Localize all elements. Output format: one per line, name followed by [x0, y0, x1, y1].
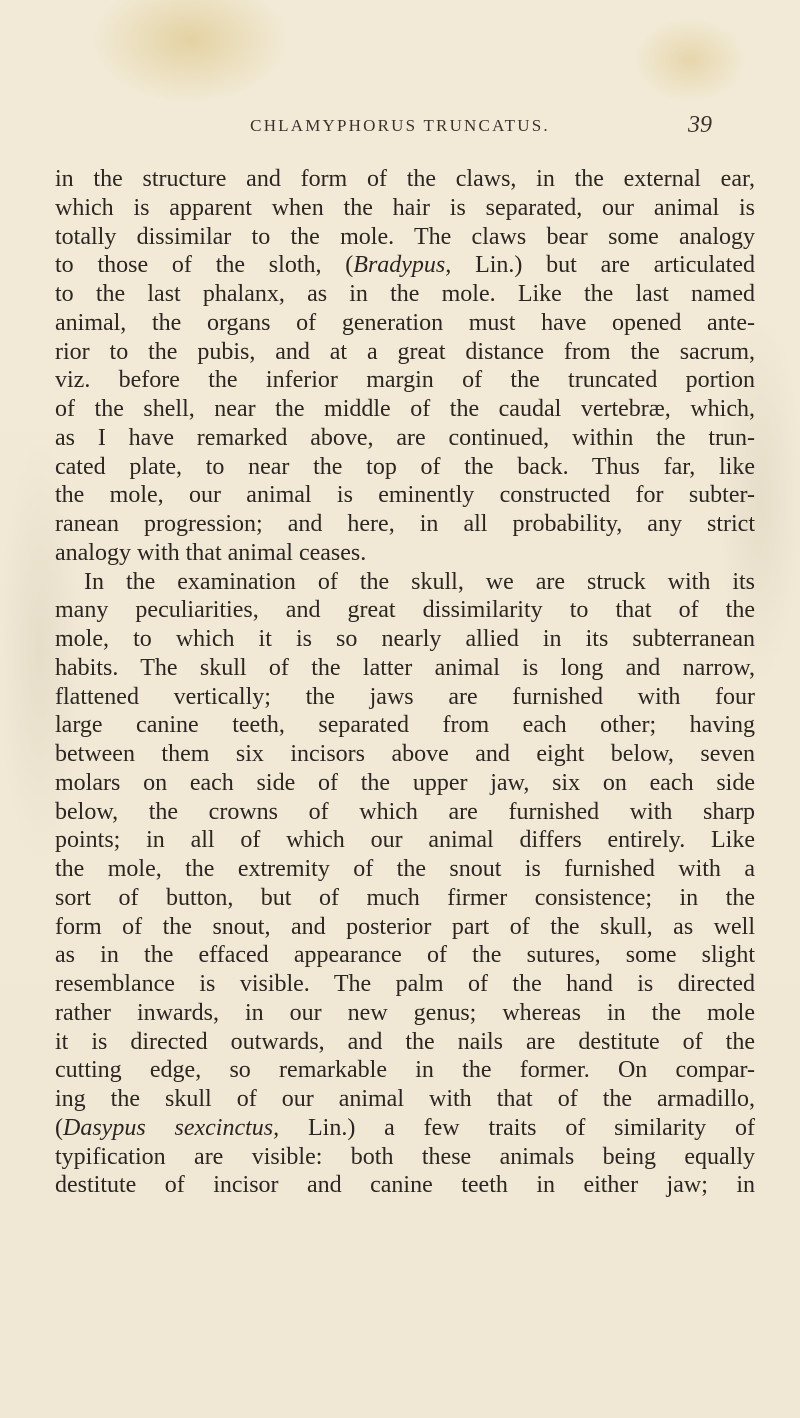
text-line: [55, 941, 755, 970]
italic-taxon: Bradypus,: [353, 252, 452, 279]
text-segment: resemblance is visible. The palm of the hand is directed: [55, 971, 755, 997]
text-segment: Lin.) a few traits of similarity of: [279, 1114, 755, 1141]
text-line: [55, 913, 755, 942]
text-segment: as I have remarked above, are continued, within the trun-: [55, 424, 755, 451]
text-line: [55, 309, 755, 338]
text-segment: In the examination of the skull, we are struck with its: [84, 568, 755, 595]
text-segment: animal, the organs of generation must have opened ante-: [55, 309, 755, 336]
text-segment: points; in all of which our animal differs entirely. Like: [55, 827, 755, 854]
text-line: [55, 165, 755, 194]
text-line: [55, 855, 755, 884]
text-line: [55, 1171, 755, 1200]
text-segment: rather inwards, in our new genus; whereas in the mole: [55, 999, 755, 1026]
italic-taxon: Dasypus sexcinctus,: [63, 1114, 280, 1141]
text-segment: analogy with that animal ceases.: [55, 539, 367, 566]
text-segment: it is directed outwards, and the nails are destitute of the: [55, 1028, 755, 1055]
text-line: [55, 223, 755, 252]
text-segment: rior to the pubis, and at a great distance from the sacrum,: [55, 338, 755, 365]
text-segment: viz. before the inferior margin of the truncated portion: [55, 367, 755, 394]
text-segment: below, the crowns of which are furnished with sharp: [55, 798, 755, 825]
body-text: [55, 165, 755, 1200]
text-segment: as in the effaced appearance of the sutures, some slight: [55, 942, 755, 969]
text-segment: between them six incisors above and eight below, seven: [55, 741, 755, 767]
text-line: [55, 280, 755, 309]
text-segment: ing the skull of our animal with that of the armadillo,: [55, 1086, 755, 1112]
text-line: [55, 1085, 755, 1114]
text-line: [55, 654, 755, 683]
text-line: [55, 884, 755, 913]
text-line: [55, 366, 755, 395]
text-line: [55, 1143, 755, 1172]
text-segment: sort of button, but of much firmer consistence; in the: [55, 884, 755, 911]
text-line: [55, 798, 755, 827]
text-line: [55, 740, 755, 769]
text-line: [55, 395, 755, 424]
text-line: [55, 453, 755, 482]
text-segment: Lin.) but are articulated: [451, 252, 756, 279]
text-line: [55, 424, 755, 453]
text-segment: ranean progression; and here, in all probability, any strict: [55, 511, 755, 537]
text-line: [55, 510, 755, 539]
text-segment: large canine teeth, separated from each other; having: [55, 712, 755, 739]
text-segment: which is apparent when the hair is separated, our animal is: [55, 194, 755, 221]
text-segment: cated plate, to near the top of the back. Thus far, like: [55, 453, 755, 480]
text-line: [55, 596, 755, 625]
text-segment: of the shell, near the middle of the caudal vertebræ, which,: [55, 396, 755, 422]
text-line: [55, 1028, 755, 1057]
text-line: [55, 481, 755, 510]
text-line: [55, 769, 755, 798]
running-head: [0, 112, 800, 142]
text-segment: totally dissimilar to the mole. The claws bear some analogy: [55, 223, 755, 250]
text-line: [55, 683, 755, 712]
text-segment: flattened vertically; the jaws are furnished with four: [55, 683, 755, 710]
text-segment: the mole, the extremity of the snout is furnished with a: [55, 856, 755, 882]
text-segment: typification are visible: both these animals being equally: [55, 1143, 755, 1170]
text-line: [55, 970, 755, 999]
text-segment: cutting edge, so remarkable in the former. On compar-: [55, 1057, 755, 1084]
text-line: [55, 568, 755, 597]
text-segment: mole, to which it is so nearly allied in its subterranean: [55, 626, 755, 652]
text-line: [55, 826, 755, 855]
text-line: [55, 999, 755, 1028]
text-line: [55, 338, 755, 367]
text-segment: molars on each side of the upper jaw, six on each side: [55, 769, 755, 796]
text-line: [55, 1114, 755, 1143]
text-line: [55, 539, 755, 568]
text-line: [55, 625, 755, 654]
text-line: [55, 1056, 755, 1085]
text-segment: many peculiarities, and great dissimilarity to that of the: [55, 597, 755, 624]
text-segment: habits. The skull of the latter animal is long and narrow,: [55, 654, 755, 681]
text-line: [55, 251, 755, 280]
text-segment: (: [55, 1114, 63, 1141]
running-title: CHLAMYPHORUS TRUNCATUS.: [250, 116, 550, 135]
text-segment: to those of the sloth, (: [55, 252, 354, 279]
text-line: [55, 711, 755, 740]
text-segment: destitute of incisor and canine teeth in either jaw; in: [55, 1172, 755, 1199]
text-segment: to the last phalanx, as in the mole. Like the last named: [55, 281, 755, 307]
text-line: [55, 194, 755, 223]
text-segment: in the structure and form of the claws, in the external ear,: [55, 166, 755, 192]
text-segment: form of the snout, and posterior part of the skull, as well: [55, 913, 755, 940]
text-segment: the mole, our animal is eminently constructed for subter-: [55, 482, 755, 509]
page-number: 39: [688, 112, 712, 138]
